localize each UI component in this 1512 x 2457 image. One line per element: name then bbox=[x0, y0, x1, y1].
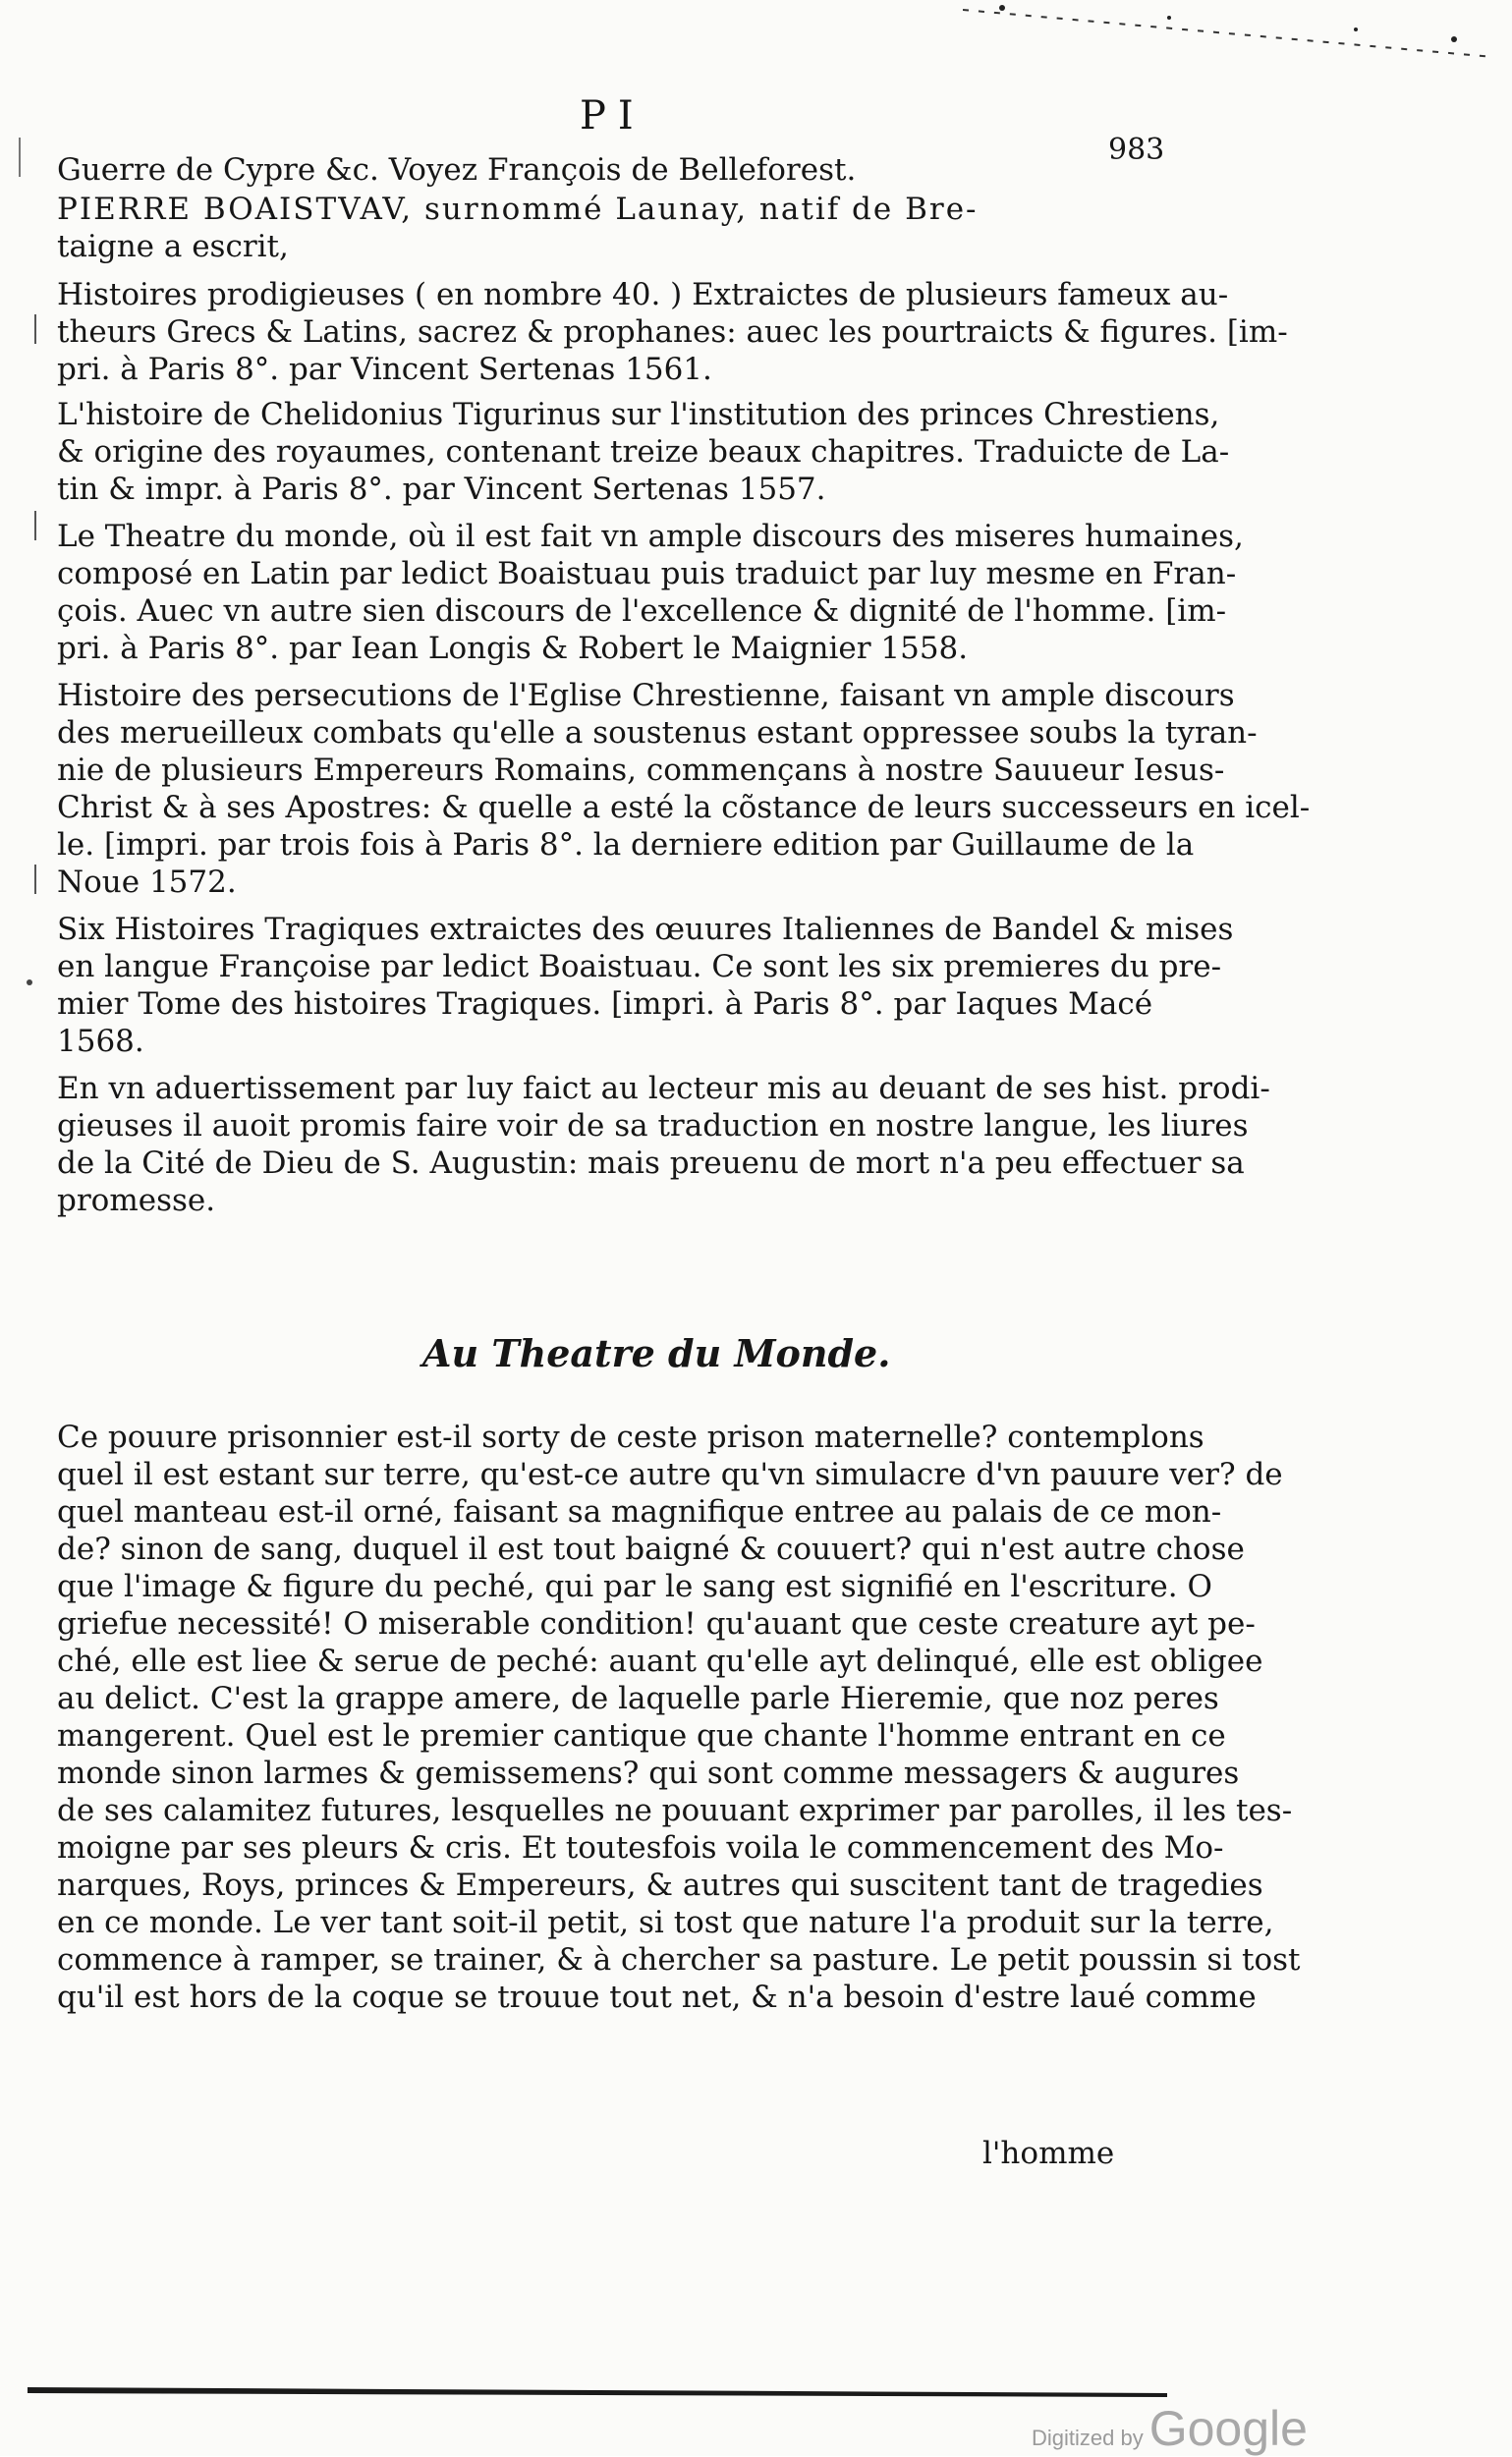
body-line: monde sinon larmes & gemissemens? qui sont comme messagers & augures bbox=[57, 1756, 1240, 1791]
entry-line: Christ & à ses Apostres: & quelle a esté la cõstance de leurs successeurs en icel- bbox=[57, 790, 1311, 825]
body-line: de ses calamitez futures, lesquelles ne pouuant exprimer par parolles, il les tes- bbox=[57, 1793, 1293, 1828]
digitized-by-google-watermark bbox=[1032, 2400, 1308, 2457]
digitized-label: Digitized by bbox=[1032, 2426, 1144, 2450]
section-title: Au Theatre du Monde. bbox=[422, 1331, 891, 1375]
entry-line: tin & impr. à Paris 8°. par Vincent Sertenas 1557. bbox=[57, 472, 826, 507]
entry-line: En vn aduertissement par luy faict au lecteur mis au deuant de ses hist. prodi- bbox=[57, 1071, 1270, 1106]
scan-bottom-rule bbox=[28, 2381, 1167, 2403]
entry-line: Histoire des persecutions de l'Eglise Chrestienne, faisant vn ample discours bbox=[57, 678, 1235, 713]
running-head: PI bbox=[580, 93, 645, 139]
entry-line: gieuses il auoit promis faire voir de sa traduction en nostre langue, les liures bbox=[57, 1108, 1249, 1144]
entry-line: des merueilleux combats qu'elle a soustenus estant oppressee soubs la tyran- bbox=[57, 715, 1258, 751]
body-line: de? sinon de sang, duquel il est tout baigné & couuert? qui n'est autre chose bbox=[57, 1532, 1245, 1567]
body-line: moigne par ses pleurs & cris. Et toutesfois voila le commencement des Mo- bbox=[57, 1830, 1224, 1866]
body-line: en ce monde. Le ver tant soit-il petit, si tost que nature l'a produit sur la terre, bbox=[57, 1905, 1274, 1940]
entry-line: & origine des royaumes, contenant treize beaux chapitres. Traduicte de La- bbox=[57, 434, 1230, 470]
entry-line: nie de plusieurs Empereurs Romains, commençans à nostre Sauueur Iesus- bbox=[57, 753, 1225, 788]
body-line: quel manteau est-il orné, faisant sa magnifique entree au palais de ce mon- bbox=[57, 1494, 1222, 1530]
page-number: 983 bbox=[1108, 133, 1165, 167]
entry-line: theurs Grecs & Latins, sacrez & prophanes: auec les pourtraicts & figures. [im- bbox=[57, 314, 1288, 350]
entry-line: composé en Latin par ledict Boaistuau puis traduict par luy mesme en Fran- bbox=[57, 556, 1237, 591]
body-line: narques, Roys, princes & Empereurs, & autres qui suscitent tant de tragedies bbox=[57, 1868, 1263, 1903]
entry-line: taigne a escrit, bbox=[57, 229, 289, 264]
entry-line: le. [impri. par trois fois à Paris 8°. la derniere edition par Guillaume de la bbox=[57, 827, 1195, 863]
entry-line: pri. à Paris 8°. par Iean Longis & Robert le Maignier 1558. bbox=[57, 631, 969, 666]
entry-line: Six Histoires Tragiques extraictes des œuures Italiennes de Bandel & mises bbox=[57, 912, 1234, 947]
body-line: commence à ramper, se trainer, & à chercher sa pasture. Le petit poussin si tost bbox=[57, 1942, 1301, 1978]
body-line: qu'il est hors de la coque se trouue tout net, & n'a besoin d'estre laué comme bbox=[57, 1980, 1257, 2015]
body-line: ché, elle est liee & serue de peché: auant qu'elle ayt delinqué, elle est obligee bbox=[57, 1644, 1263, 1679]
body-line: mangerent. Quel est le premier cantique que chante l'homme entrant en ce bbox=[57, 1718, 1226, 1754]
body-line: quel il est estant sur terre, qu'est-ce autre qu'vn simulacre d'vn pauure ver? de bbox=[57, 1457, 1283, 1492]
google-logo-text: Google bbox=[1148, 2401, 1308, 2456]
entry-line: 1568. bbox=[57, 1024, 144, 1059]
entry-line: PIERRE BOAISTVAV, surnommé Launay, natif de Bre- bbox=[57, 192, 979, 227]
entry-line: Noue 1572. bbox=[57, 865, 237, 900]
body-line: Ce pouure prisonnier est-il sorty de ceste prison maternelle? contemplons bbox=[57, 1420, 1204, 1455]
body-line: au delict. C'est la grappe amere, de laquelle parle Hieremie, que noz peres bbox=[57, 1681, 1219, 1716]
entry-line: çois. Auec vn autre sien discours de l'excellence & dignité de l'homme. [im- bbox=[57, 593, 1227, 629]
entry-line: de la Cité de Dieu de S. Augustin: mais preuenu de mort n'a peu effectuer sa bbox=[57, 1145, 1245, 1181]
entry-line: en langue Françoise par ledict Boaistuau. Ce sont les six premieres du pre- bbox=[57, 949, 1222, 984]
entry-line: promesse. bbox=[57, 1183, 216, 1218]
entry-line: mier Tome des histoires Tragiques. [impri. à Paris 8°. par Iaques Macé bbox=[57, 986, 1153, 1022]
scan-speckle-top bbox=[963, 0, 1493, 59]
body-line: que l'image & figure du peché, qui par le sang est signifié en l'escriture. O bbox=[57, 1569, 1212, 1604]
entry-line: Le Theatre du monde, où il est fait vn ample discours des miseres humaines, bbox=[57, 519, 1244, 554]
entry-line: pri. à Paris 8°. par Vincent Sertenas 1561. bbox=[57, 352, 712, 387]
body-line: griefue necessité! O miserable condition! qu'auant que ceste creature ayt pe- bbox=[57, 1606, 1256, 1642]
entry-line: Histoires prodigieuses ( en nombre 40. ) Extraictes de plusieurs fameux au- bbox=[57, 277, 1229, 312]
entry-line: Guerre de Cypre &c. Voyez François de Belleforest. bbox=[57, 152, 857, 188]
entry-line: L'histoire de Chelidonius Tigurinus sur l'institution des princes Chrestiens, bbox=[57, 397, 1220, 432]
catchword: l'homme bbox=[982, 2136, 1115, 2171]
